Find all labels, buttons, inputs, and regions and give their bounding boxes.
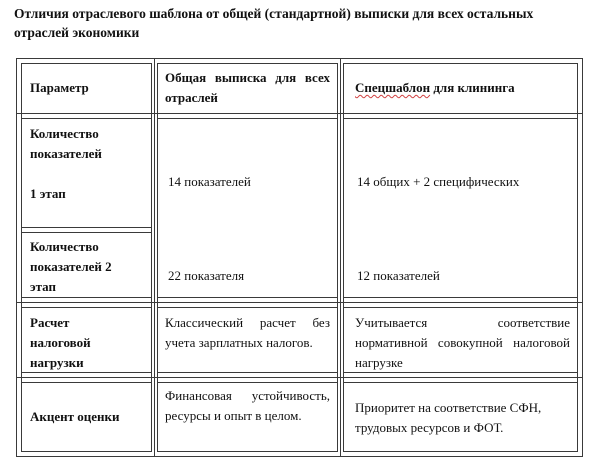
cell-border [157,63,338,64]
column-divider [21,63,22,452]
row2-parameter: Количество показателей 2 этап [30,239,112,294]
table-border-right [582,58,583,457]
row-divider [21,382,152,383]
column-divider [154,58,155,457]
row-divider [343,307,577,308]
header-general-statement: Общая выписка для всех отраслей [165,70,330,105]
header-special-template [355,78,570,98]
row-divider [157,451,338,452]
document-title: Отличия отраслевого шаблона от общей (стандартной) выписки для всех остальных отраслей экономики [14,6,534,40]
header-special-rest: для клининга [430,80,515,95]
table-border-left [16,58,17,457]
row1-parameter [30,124,130,204]
row4-general: Финансовая устойчивость, ресурсы и опыт в целом. [165,388,330,423]
row3-general: Классический расчет без учета зарплатных налогов. [165,315,330,350]
row-divider [16,113,583,114]
row-divider [343,297,577,298]
row-divider [157,297,338,298]
column-divider [577,63,578,452]
row-divider [343,118,577,119]
row-divider [343,451,577,452]
row-divider [16,302,583,303]
row-divider [21,297,152,298]
row-divider [21,307,152,308]
row4-parameter: Акцент оценки [30,409,120,424]
row-divider [157,382,338,383]
row-divider [21,227,152,228]
column-divider [337,63,338,452]
column-divider [157,63,158,452]
row1-special: 14 общих + 2 специфических [357,174,520,189]
header-parameter: Параметр [30,80,89,95]
row3-parameter: Расчет налоговой нагрузки [30,315,91,370]
column-divider [343,63,344,452]
row1-general: 14 показателей [168,174,251,189]
row-divider [157,372,338,373]
row1-parameter-main: Количество показателей [30,126,102,161]
row2-general: 22 показателя [168,268,245,283]
row-divider [157,118,338,119]
row-divider [21,118,152,119]
row-divider [157,307,338,308]
row4-special: Приоритет на соответствие СФН, трудовых ресурсов и ФОТ. [355,400,542,435]
row2-special: 12 показателей [357,268,440,283]
row-divider [21,232,152,233]
row1-parameter-stage: 1 этап [30,186,66,201]
row-divider [16,377,583,378]
table-border-bottom [16,456,583,457]
column-divider [340,58,341,457]
cell-border [343,63,577,64]
row3-special: Учитывается соответствие нормативной совокупной налоговой нагрузке [355,315,570,370]
row-divider [21,451,152,452]
table-border-top [16,58,583,59]
cell-border [21,63,152,64]
header-special-word: Спецшаблон [355,80,431,95]
column-divider [151,63,152,452]
row-divider [343,382,577,383]
